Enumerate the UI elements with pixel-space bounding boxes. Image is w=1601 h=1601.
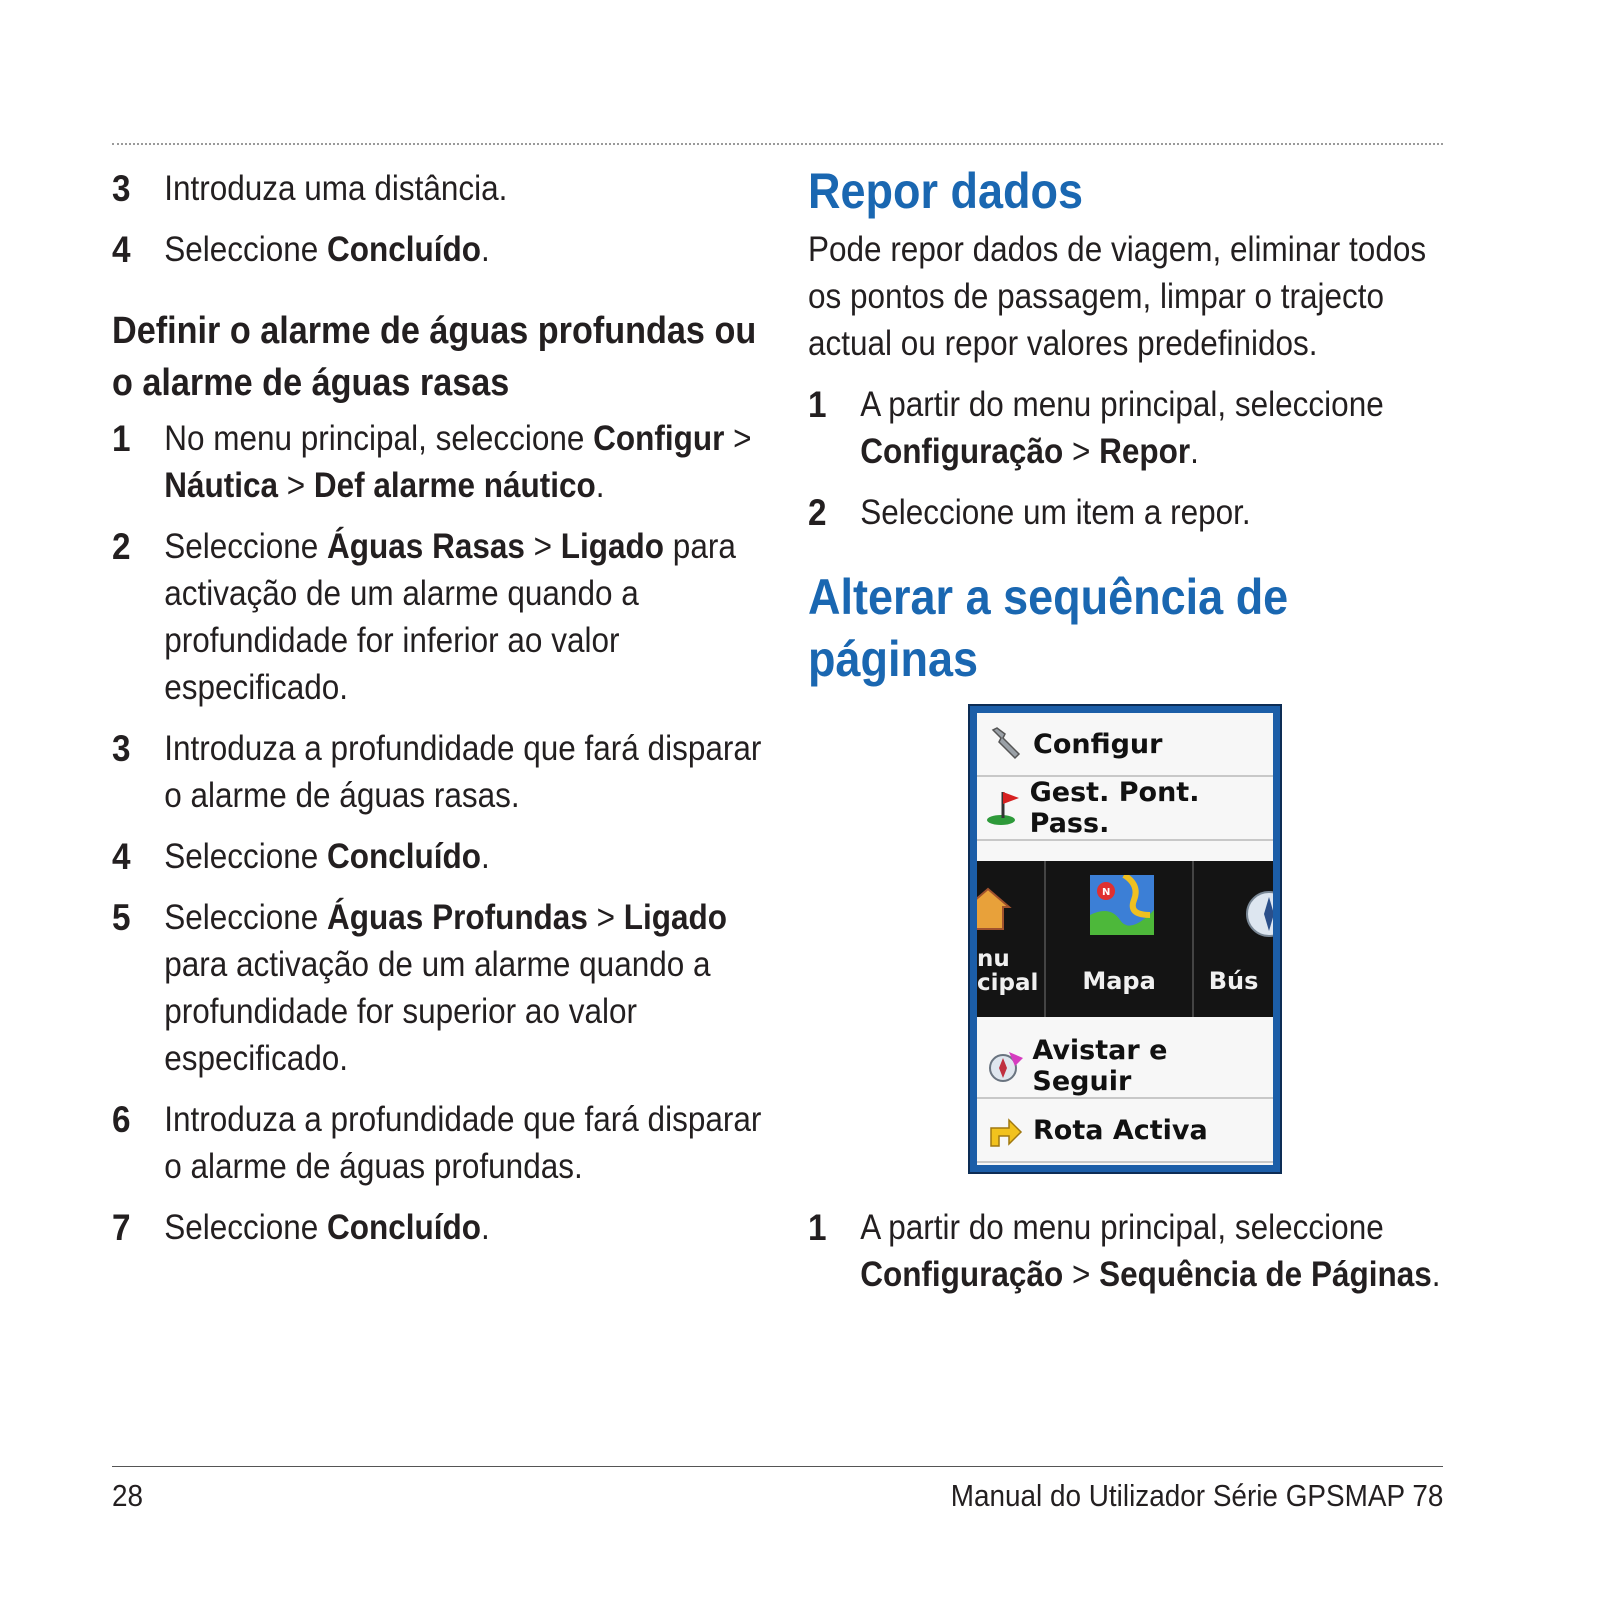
step-4-concluido: [112, 226, 771, 273]
overlay-item-mapa: [1046, 861, 1194, 1017]
svg-text:N: N: [1102, 887, 1111, 898]
step-text: Introduza uma distância.: [164, 169, 508, 208]
step-number: 3: [112, 728, 131, 769]
page-number: 28: [112, 1478, 144, 1513]
route-arrow-icon: [977, 1110, 1033, 1150]
alarm-step-7: [112, 1204, 771, 1251]
step-number: 4: [112, 836, 131, 877]
reset-step-1: [808, 381, 1467, 475]
step-number: 7: [112, 1207, 131, 1248]
overlay-label: Mapa: [1082, 967, 1156, 995]
right-column: [808, 160, 1468, 1312]
menu-item-label: Rota Activa: [1033, 1114, 1208, 1146]
step-text: A partir do menu principal, seleccione Configuração > Repor.: [860, 385, 1384, 471]
step-number: 4: [112, 229, 131, 270]
alarm-step-4: [112, 833, 771, 880]
reset-step-2: [808, 489, 1467, 536]
alarm-step-6: [112, 1096, 771, 1190]
heading-repor-dados: Repor dados: [808, 163, 1084, 219]
compass-icon: [977, 1046, 1032, 1086]
step-number: 1: [112, 418, 131, 459]
overlay-item-bussola: [1194, 861, 1273, 1017]
step-text: Seleccione um item a repor.: [860, 493, 1251, 532]
step-number: 3: [112, 168, 131, 209]
top-dotted-rule: [112, 143, 1443, 145]
page-sequence-overlay: [977, 861, 1273, 1017]
step-text: Introduza a profundidade que fará disparar o alarme de águas rasas.: [164, 729, 762, 815]
step-number: 6: [112, 1099, 131, 1140]
step-text: A partir do menu principal, seleccione Configuração > Sequência de Páginas.: [860, 1208, 1441, 1294]
alarm-step-1: [112, 415, 771, 509]
step-text: Seleccione Águas Rasas > Ligado para activação de um alarme quando a profundidade for inferior ao valor especificado.: [164, 527, 736, 707]
flag-icon: [977, 788, 1030, 828]
device-screen: [977, 713, 1273, 1165]
intro-paragraph: Pode repor dados de viagem, eliminar todos os pontos de passagem, limpar o trajecto actual ou repor valores predefinidos.: [808, 230, 1427, 363]
sequence-step-1: [808, 1204, 1467, 1298]
step-text: Seleccione Concluído.: [164, 1208, 490, 1247]
menu-item-gest-pont-pass: [977, 777, 1273, 841]
overlay-label: nu cipal: [977, 946, 1039, 996]
menu-item-configur: [977, 713, 1273, 777]
overlay-item-main-menu: [977, 861, 1046, 1017]
step-text: No menu principal, seleccione Configur > Náutica > Def alarme náutico.: [164, 419, 752, 505]
menu-item-label: Configur: [1033, 728, 1163, 760]
overlay-label: Bús: [1208, 967, 1259, 995]
menu-item-label: Gest. Pont. Pass.: [1029, 777, 1200, 839]
step-number: 5: [112, 897, 131, 938]
device-screenshot: [968, 704, 1282, 1174]
step-text: Seleccione Concluído.: [164, 230, 490, 269]
section-subheading: Definir o alarme de águas profundas ou o alarme de águas rasas: [112, 310, 757, 404]
menu-item-label: Avistar e Seguir: [1032, 1035, 1168, 1097]
footer-title: Manual do Utilizador Série GPSMAP 78: [950, 1478, 1443, 1513]
step-3-distance: [112, 165, 771, 212]
step-text: Seleccione Águas Profundas > Ligado para activação de um alarme quando a profundidade for superior ao valor especificado.: [164, 898, 727, 1078]
step-number: 2: [808, 492, 827, 533]
menu-item-rota-activa: [977, 1099, 1273, 1163]
bottom-rule: [112, 1466, 1443, 1467]
step-number: 2: [112, 526, 131, 567]
step-number: 1: [808, 384, 827, 425]
step-number: 1: [808, 1207, 827, 1248]
step-text: Seleccione Concluído.: [164, 837, 490, 876]
alarm-step-5: [112, 894, 771, 1082]
step-text: Introduza a profundidade que fará disparar o alarme de águas profundas.: [164, 1100, 762, 1186]
alarm-step-3: [112, 725, 771, 819]
compass-icon: [1244, 889, 1273, 939]
alarm-step-2: [112, 523, 771, 711]
menu-item-avistar-e-seguir: [977, 1035, 1273, 1099]
wrench-icon: [977, 724, 1033, 764]
map-icon: [1090, 875, 1154, 935]
heading-alterar-sequencia: Alterar a sequência de páginas: [808, 569, 1289, 687]
home-icon: [977, 883, 1013, 933]
left-column: [112, 165, 772, 1265]
